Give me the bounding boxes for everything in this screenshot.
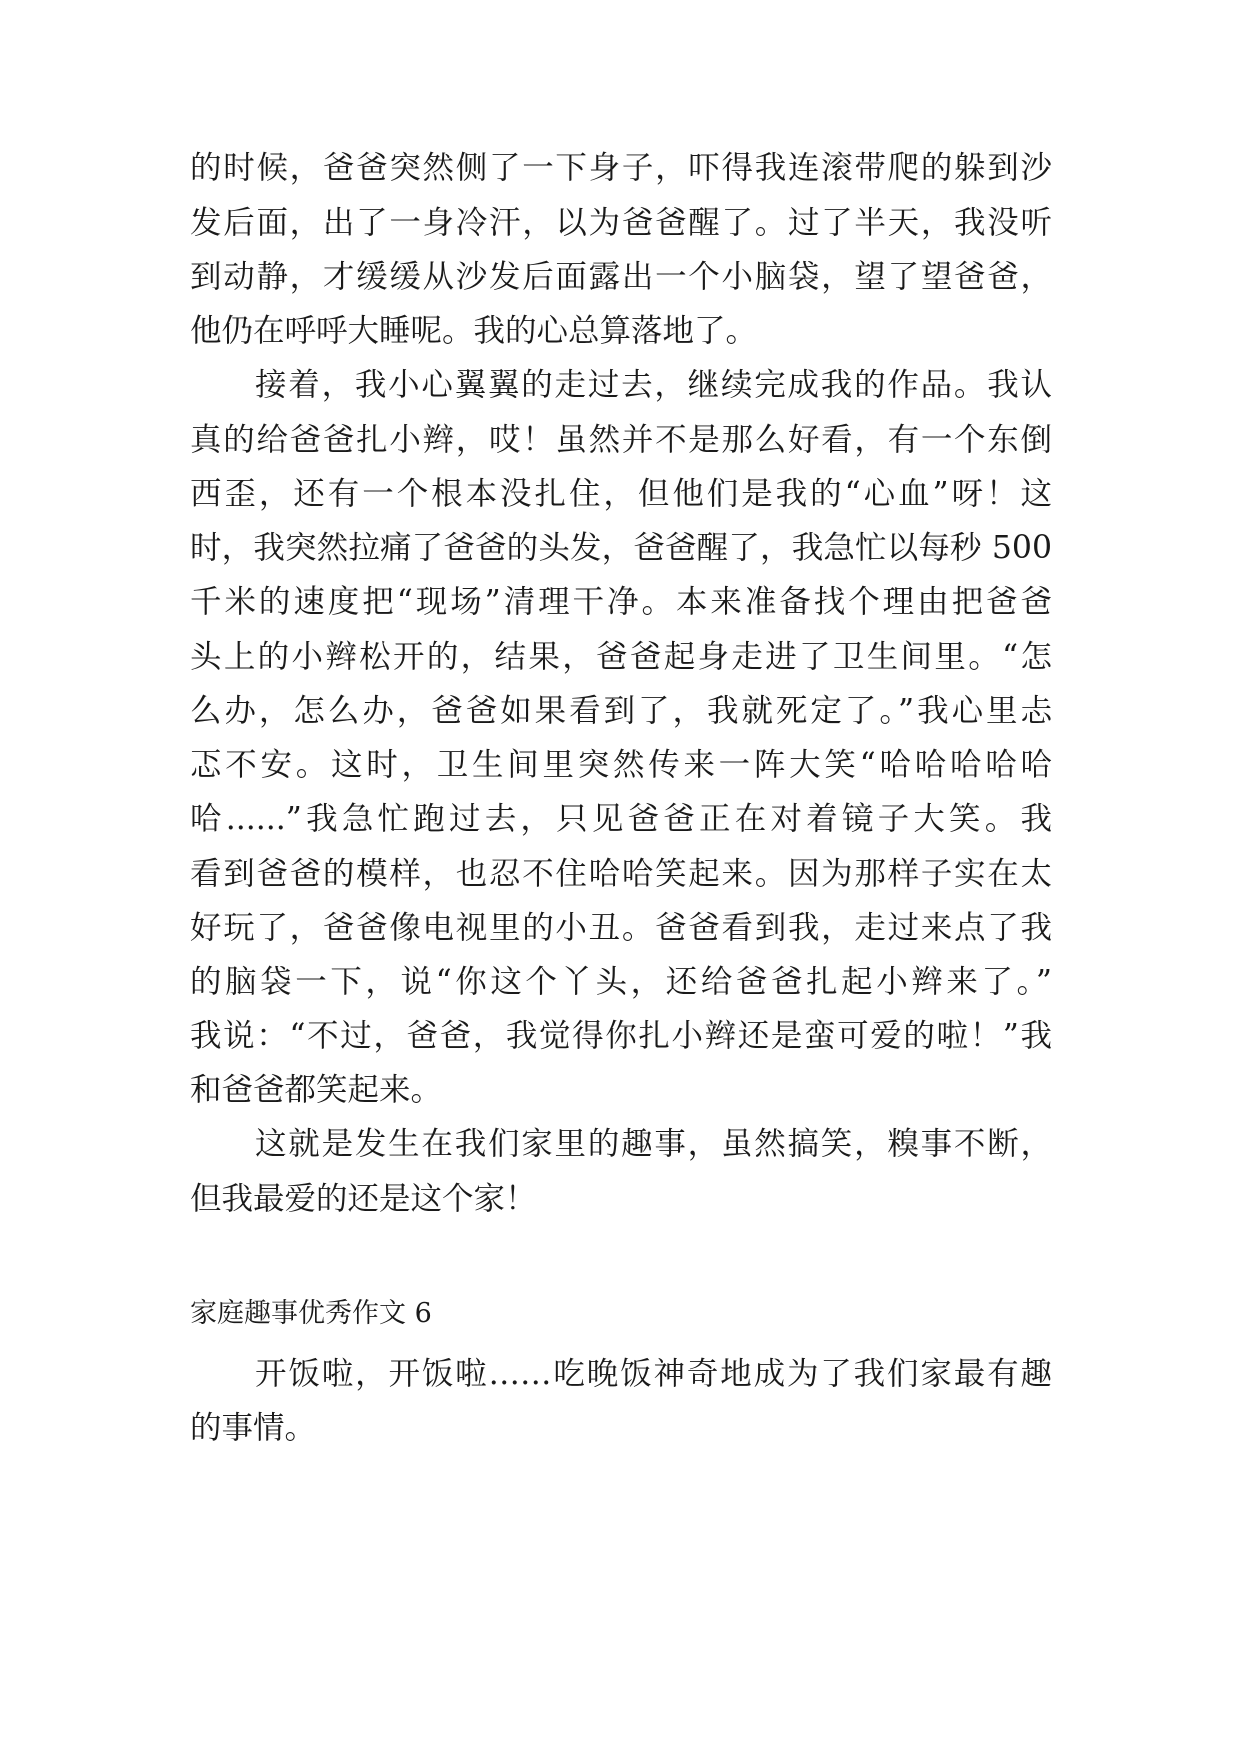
paragraph-1-line-3: 到动静，才缓缓从沙发后面露出一个小脑袋，望了望爸爸， [190,259,1052,295]
paragraph-2-line-5: 千米的速度把“现场”清理干净。本来准备找个理由把爸爸 [190,584,1052,620]
paragraph-2-line-13: 我说：“不过，爸爸，我觉得你扎小辫还是蛮可爱的啦！”我 [190,1018,1052,1054]
paragraph-2-line-2: 真的给爸爸扎小辫，哎！虽然并不是那么好看，有一个东倒 [190,422,1052,458]
paragraph-3-line-1: 这就是发生在我们家里的趣事，虽然搞笑，糗事不断， [255,1126,1052,1162]
paragraph-3-line-2: 但我最爱的还是这个家！ [190,1181,537,1217]
closing-paragraph-line-1: 开饭啦，开饭啦……吃晚饭神奇地成为了我们家最有趣 [255,1356,1052,1392]
section-heading: 家庭趣事优秀作文 6 [190,1298,432,1329]
paragraph-2-line-11: 好玩了，爸爸像电视里的小丑。爸爸看到我，走过来点了我 [190,910,1052,946]
paragraph-1-line-2: 发后面，出了一身冷汗，以为爸爸醒了。过了半天，我没听 [190,205,1052,241]
paragraph-2-line-10: 看到爸爸的模样，也忍不住哈哈笑起来。因为那样子实在太 [190,856,1052,892]
paragraph-2-line-7: 么办，怎么办，爸爸如果看到了，我就死定了。”我心里忐 [190,693,1052,729]
paragraph-1-line-1: 的时候，爸爸突然侧了一下身子，吓得我连滚带爬的躲到沙 [190,150,1052,186]
paragraph-2-line-14: 和爸爸都笑起来。 [190,1072,443,1108]
paragraph-1-line-4: 他仍在呼呼大睡呢。我的心总算落地了。 [190,313,758,349]
paragraph-2-line-8: 忑不安。这时，卫生间里突然传来一阵大笑“哈哈哈哈哈 [190,747,1052,783]
paragraph-2-line-9: 哈......”我急忙跑过去，只见爸爸正在对着镜子大笑。我 [190,801,1052,837]
paragraph-2-line-1: 接着，我小心翼翼的走过去，继续完成我的作品。我认 [255,367,1052,403]
paragraph-2-line-4: 时，我突然拉痛了爸爸的头发，爸爸醒了，我急忙以每秒 500 [190,530,1052,566]
paragraph-2-line-12: 的脑袋一下，说“你这个丫头，还给爸爸扎起小辫来了。” [190,964,1052,1000]
paragraph-2-line-3: 西歪，还有一个根本没扎住，但他们是我的“心血”呀！这 [190,476,1052,512]
closing-paragraph-line-2: 的事情。 [190,1410,317,1446]
paragraph-2-line-6: 头上的小辫松开的，结果，爸爸起身走进了卫生间里。“怎 [190,639,1052,675]
